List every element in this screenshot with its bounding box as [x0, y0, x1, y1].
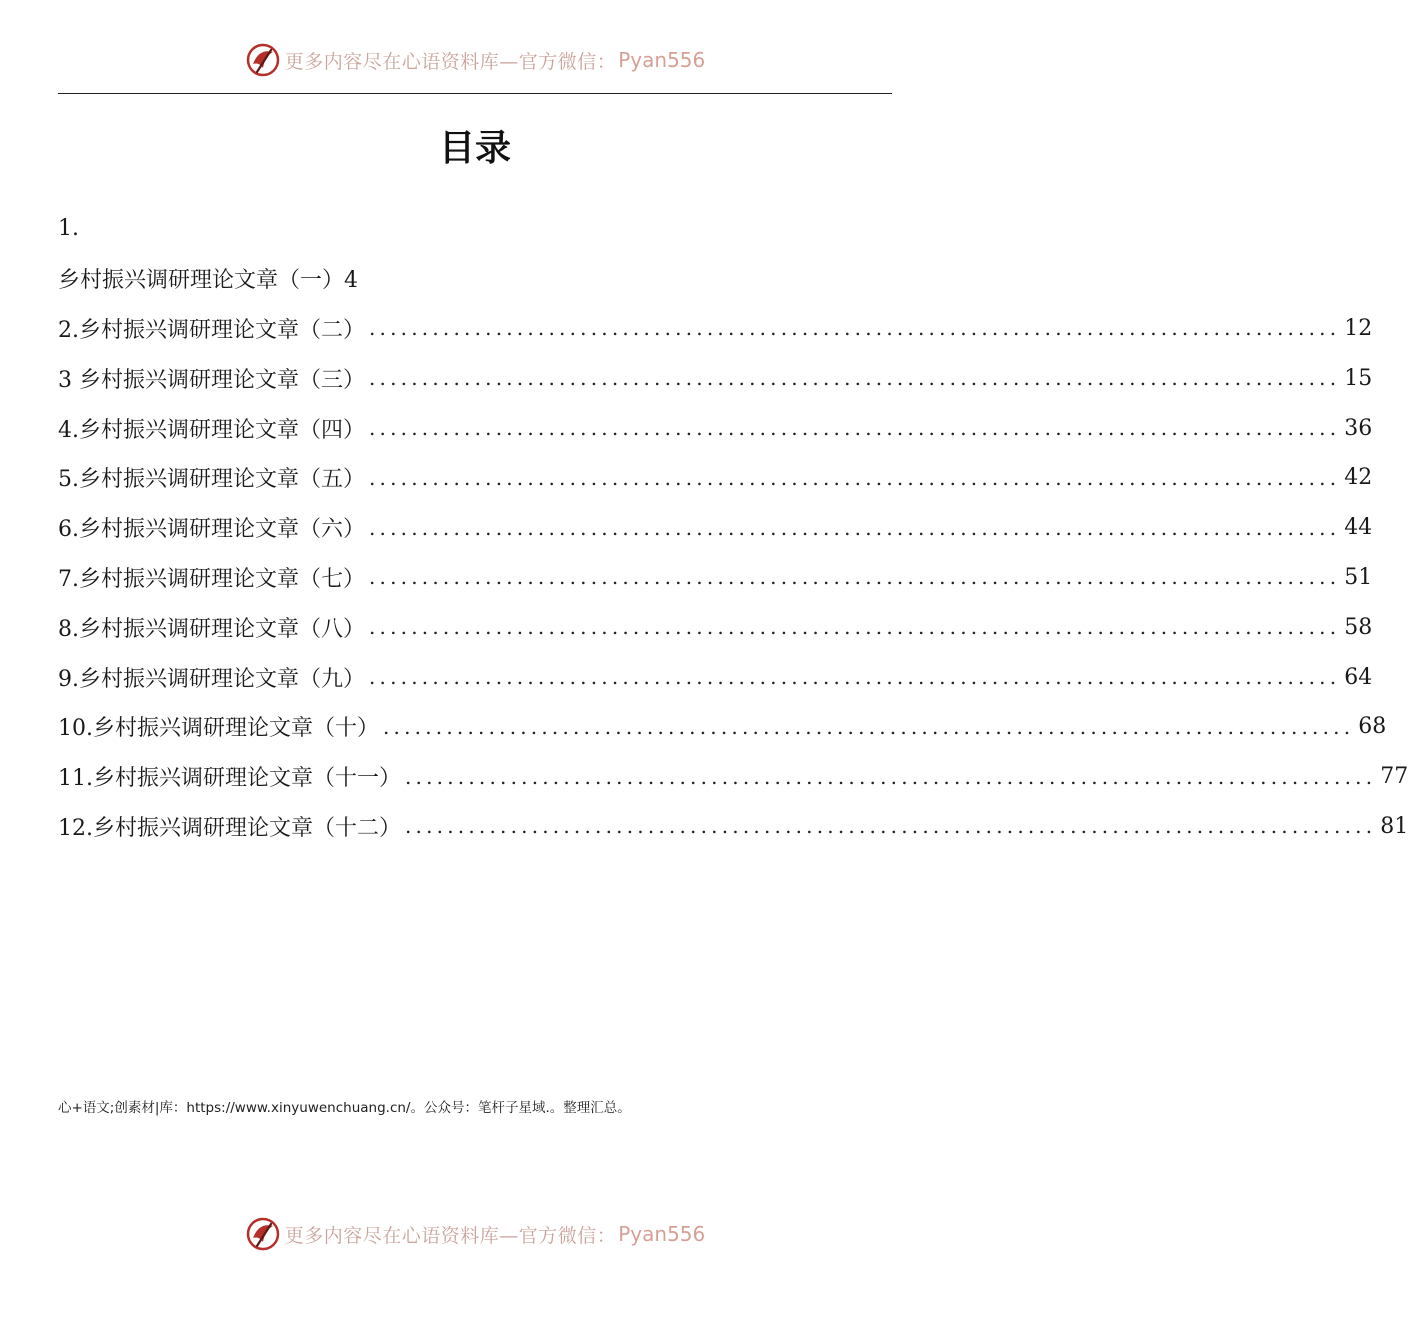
toc-entry-title: 乡村振兴调研理论文章（一）4	[58, 268, 358, 294]
toc-entry-title: 2.乡村振兴调研理论文章（二）	[58, 317, 365, 343]
toc-entry-title: 11.乡村振兴调研理论文章（十一）	[58, 766, 401, 792]
toc-entry[interactable]	[58, 453, 1373, 503]
toc-entry-page: 36	[1344, 415, 1373, 441]
toc-entry[interactable]	[58, 403, 1373, 453]
logo-icon	[245, 42, 281, 78]
toc-entry-page: 68	[1358, 714, 1387, 740]
toc-entry-page: 51	[1344, 564, 1373, 590]
banner-wechat-id: Pyan556	[618, 1222, 706, 1246]
toc-entry-page: 77	[1380, 764, 1408, 790]
toc-entry[interactable]	[58, 353, 1373, 403]
toc-entry-title: 7.乡村振兴调研理论文章（七）	[58, 566, 365, 592]
toc-entry-page: 44	[1344, 515, 1373, 541]
toc-leader-dots: ............................................................................................	[383, 714, 1355, 739]
footer-note: 心+语文;创素材|库：https://www.xinyuwenchuang.cn/。公众号：笔杆子星域.。整理汇总。	[58, 1100, 631, 1116]
toc-entry-page: 81	[1380, 813, 1408, 839]
toc-leader-dots: ............................................................................................	[369, 465, 1341, 490]
toc-entry-title: 3 乡村振兴调研理论文章（三）	[58, 367, 365, 393]
toc-leader-dots: ............................................................................................	[369, 316, 1341, 341]
footer-banner	[0, 1212, 950, 1256]
toc-leader-dots: ............................................................................................	[369, 615, 1341, 640]
toc-leader-dots: ............................................................................................	[369, 366, 1341, 391]
toc-entry[interactable]	[58, 802, 1408, 852]
toc-entry[interactable]	[58, 254, 892, 304]
toc-entry-page: 64	[1344, 664, 1373, 690]
banner-wechat-id: Pyan556	[618, 48, 706, 72]
toc-entry-title: 4.乡村振兴调研理论文章（四）	[58, 417, 365, 443]
table-of-contents	[58, 204, 1408, 851]
toc-entry[interactable]	[58, 304, 1373, 354]
toc-entry-page: 12	[1344, 315, 1373, 341]
toc-leader-dots: ............................................................................................	[405, 814, 1377, 839]
logo-icon	[245, 1216, 281, 1252]
toc-leader-dots: ............................................................................................	[369, 515, 1341, 540]
banner-text: 更多内容尽在心语资料库—官方微信：	[284, 50, 617, 73]
banner-text: 更多内容尽在心语资料库—官方微信：	[284, 1224, 617, 1247]
toc-entry-page: 58	[1344, 614, 1373, 640]
header-banner	[0, 38, 950, 82]
toc-entry[interactable]	[58, 752, 1408, 802]
toc-entry-page: 42	[1344, 465, 1373, 491]
toc-entry-title: 8.乡村振兴调研理论文章（八）	[58, 616, 365, 642]
toc-entry-title: 9.乡村振兴调研理论文章（九）	[58, 666, 365, 692]
toc-entry[interactable]	[58, 652, 1373, 702]
toc-entry-title: 10.乡村振兴调研理论文章（十）	[58, 716, 379, 742]
toc-entry-title: 6.乡村振兴调研理论文章（六）	[58, 517, 365, 543]
toc-entry[interactable]	[58, 702, 1387, 752]
page-title: 目录	[438, 127, 511, 169]
toc-entry-title: 5.乡村振兴调研理论文章（五）	[58, 467, 365, 493]
header-rule	[58, 93, 892, 94]
toc-entry[interactable]	[58, 204, 892, 254]
toc-leader-dots: ............................................................................................	[369, 416, 1341, 441]
toc-leader-dots: ............................................................................................	[369, 565, 1341, 590]
toc-entry[interactable]	[58, 553, 1373, 603]
toc-entry-title: 12.乡村振兴调研理论文章（十二）	[58, 815, 401, 841]
toc-entry[interactable]	[58, 503, 1373, 553]
toc-leader-dots: ............................................................................................	[405, 764, 1377, 789]
toc-entry-page: 15	[1344, 365, 1373, 391]
toc-entry-title: 1.	[58, 216, 79, 242]
toc-leader-dots: ............................................................................................	[369, 665, 1341, 690]
toc-entry[interactable]	[58, 602, 1373, 652]
